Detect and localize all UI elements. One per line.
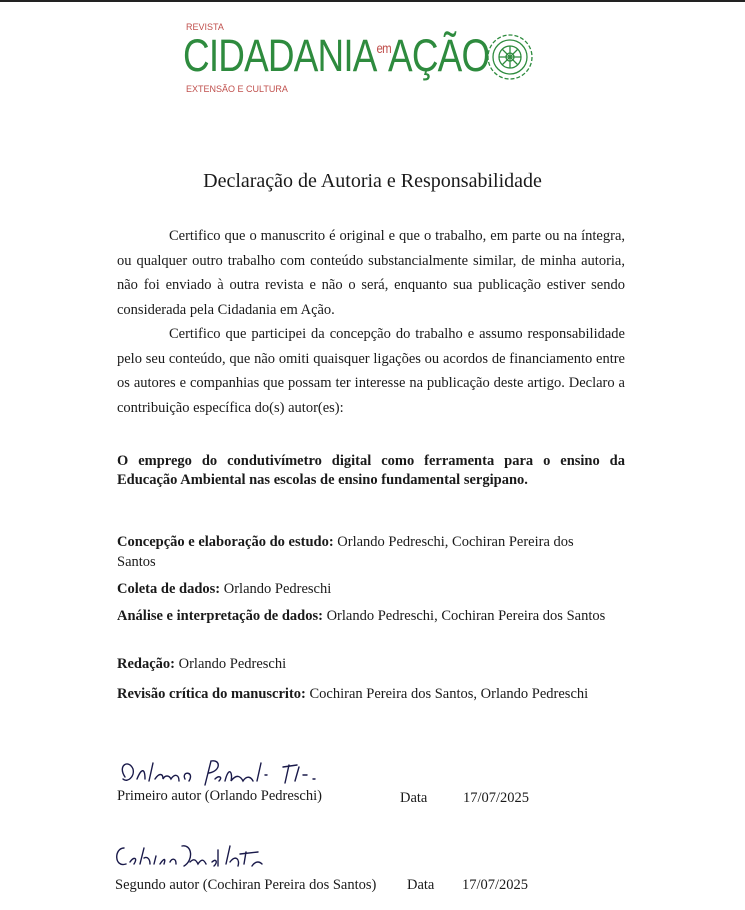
article-title: O emprego do condutivímetro digital como ferramenta para o ensino da Educação Ambiental nas escolas de ensino fundamental sergipano. [117, 453, 625, 488]
signature-second-author [112, 840, 272, 872]
second-author-date: 17/07/2025 [462, 877, 529, 893]
first-author-date: 17/07/2025 [463, 790, 530, 806]
signature-first-author [115, 755, 345, 791]
first-author-role: Primeiro autor (Orlando Pedreschi) [117, 788, 322, 804]
second-author-role: Segundo autor (Cochiran Pereira dos Santos) [115, 877, 377, 893]
contribution-value: Orlando Pedreschi, Cochiran Pereira dos Santos [326, 608, 606, 624]
contribution-value: Orlando Pedreschi [223, 581, 332, 597]
document-title: Declaração de Autoria e Responsabilidade [203, 170, 542, 192]
contribution-label: Análise e interpretação de dados: [117, 608, 323, 624]
logo-kicker: REVISTA [186, 22, 224, 32]
logo-name-mid: em [376, 40, 391, 56]
logo-name-left: CIDADANIA [183, 30, 377, 81]
contribution-item [117, 606, 607, 626]
paragraph-responsibility: Certifico que participei da concepção do trabalho e assumo responsabilidade pelo seu conteúdo, que não omiti quaisquer ligações ou acordos de financiamento entre os autores e companhias que possam ter interesse na publicação deste artigo. Declaro a contribuição específica do(s) autor(es): [117, 326, 625, 416]
contribution-item [117, 684, 637, 704]
contribution-value: Cochiran Pereira dos Santos, Orlando Pedreschi [309, 686, 589, 702]
contribution-item [117, 532, 607, 572]
contribution-label: Revisão crítica do manuscrito: [117, 686, 306, 702]
logo-wordmark [183, 30, 489, 82]
contribution-label: Redação: [117, 656, 175, 672]
page-edge [0, 0, 745, 2]
second-author-date-label: Data [407, 877, 435, 893]
contribution-value: Orlando Pedreschi, Cochiran Pereira dos Santos [117, 534, 574, 570]
mandala-emblem-icon [485, 32, 535, 82]
contribution-label: Concepção e elaboração do estudo: [117, 534, 334, 550]
journal-logo [183, 18, 553, 98]
contribution-item [117, 579, 607, 599]
logo-subtitle: EXTENSÃO E CULTURA [186, 84, 288, 94]
logo-name-right: AÇÃO [388, 30, 490, 81]
contribution-value: Orlando Pedreschi [178, 656, 287, 672]
contribution-item [117, 654, 607, 674]
first-author-date-label: Data [400, 790, 428, 806]
paragraph-originality: Certifico que o manuscrito é original e que o trabalho, em parte ou na íntegra, ou qualquer outro trabalho com conteúdo substancialmente similar, de minha autoria, não foi enviado à outra revista e não o será, enquanto sua publicação estiver sendo considerada pela Cidadania em Ação. [117, 228, 625, 318]
contribution-label: Coleta de dados: [117, 581, 221, 597]
